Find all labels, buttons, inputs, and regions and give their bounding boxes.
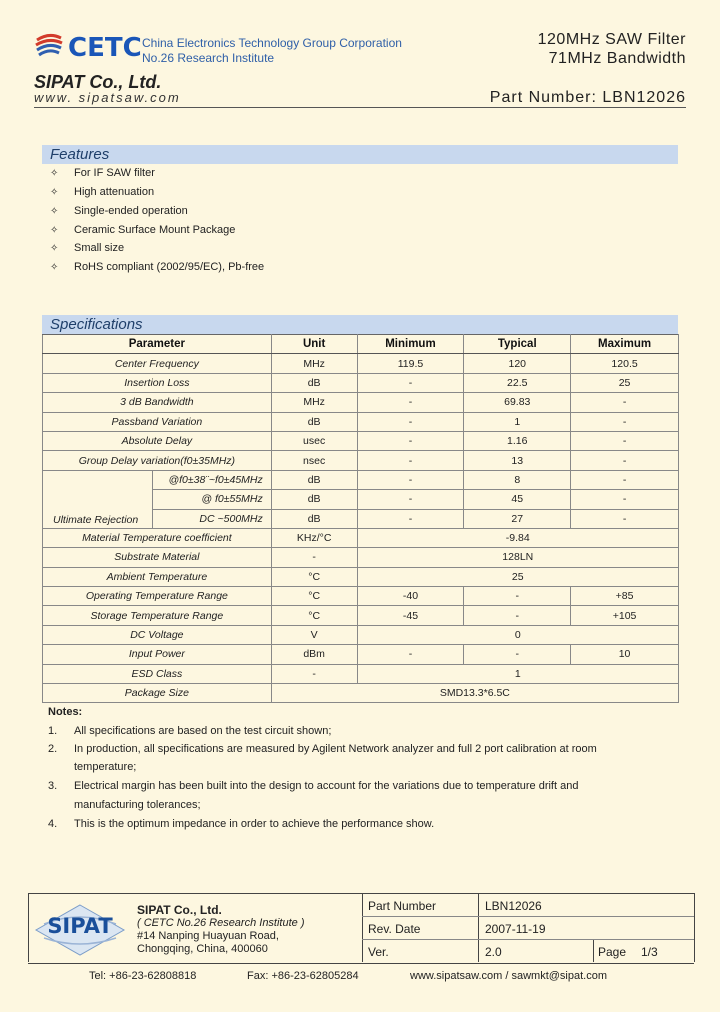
specifications-table (42, 334, 679, 703)
specifications-section-bar (42, 315, 678, 334)
footer-divider (478, 893, 479, 962)
table-row: Group Delay variation(f0±35MHz) nsec - 13 - (43, 451, 679, 470)
note-item: 3. Electrical margin has been built into the design to account for the variations due to temperature drift and (48, 780, 579, 792)
footer-tel: Tel: +86-23-62808818 (89, 970, 197, 982)
footer-divider (694, 893, 695, 962)
footer-fax: Fax: +86-23-62805284 (247, 970, 359, 982)
table-row: DC Voltage V 0 (43, 625, 679, 644)
footer-divider (362, 893, 363, 962)
notes-title: Notes: (48, 706, 83, 718)
header-maximum: Maximum (571, 335, 679, 354)
diamond-bullet-icon: ✧ (50, 225, 59, 236)
footer-version-value: 2.0 (485, 945, 502, 959)
header-unit: Unit (271, 335, 357, 354)
footer-rev-date-label: Rev. Date (368, 922, 421, 936)
table-row: Material Temperature coefficient KHz/°C -9.84 (43, 528, 679, 547)
footer-rev-date-value: 2007-11-19 (485, 922, 546, 936)
cetc-logo-text: CETC (68, 33, 142, 63)
institute-name: No.26 Research Institute (142, 51, 275, 65)
product-title: 120MHz SAW Filter (537, 31, 686, 48)
feature-item: ✧ Single-ended operation (50, 205, 188, 217)
footer-version-label: Ver. (368, 945, 389, 959)
table-row: DC ~500MHz dB - 27 - (43, 509, 679, 528)
feature-item: ✧ Small size (50, 242, 125, 254)
diamond-bullet-icon: ✧ (50, 243, 59, 254)
ultimate-rejection-label: Ultimate Rejection (43, 470, 153, 528)
note-continuation: temperature; (74, 761, 137, 773)
footer-divider (362, 916, 694, 917)
table-row: Input Power dBm - - 10 (43, 645, 679, 664)
footer-address: #14 Nanping Huayuan Road, (137, 930, 279, 942)
product-subtitle: 71MHz Bandwidth (548, 50, 686, 67)
table-row: Ambient Temperature °C 25 (43, 567, 679, 586)
note-item: 1. All specifications are based on the test circuit shown; (48, 725, 332, 737)
footer-divider (28, 893, 29, 962)
table-row: Center Frequency MHz 119.5 120 120.5 (43, 354, 679, 373)
cetc-logo-icon (34, 32, 64, 58)
footer-city: Chongqing, China, 400060 (137, 943, 268, 955)
table-row: ESD Class - 1 (43, 664, 679, 683)
header-typical: Typical (464, 335, 571, 354)
table-header-row (43, 335, 679, 354)
feature-item: ✧ Ceramic Surface Mount Package (50, 224, 236, 236)
header-minimum: Minimum (357, 335, 464, 354)
footer-logo-text: SIPAT (47, 914, 113, 938)
features-title: Features (50, 146, 110, 163)
table-row: Storage Temperature Range °C -45 - +105 (43, 606, 679, 625)
footer-box (28, 893, 694, 964)
corp-name: China Electronics Technology Group Corporation (142, 36, 402, 50)
footer-company: SIPAT Co., Ltd. (137, 903, 222, 917)
note-item: 2. In production, all specifications are measured by Agilent Network analyzer and full 2 port calibration at room (48, 743, 597, 755)
company-name: SIPAT Co., Ltd. (34, 72, 162, 92)
table-row: Operating Temperature Range °C -40 - +85 (43, 587, 679, 606)
feature-item: ✧ RoHS compliant (2002/95/EC), Pb-free (50, 261, 265, 273)
header-divider (34, 107, 686, 108)
header-parameter: Parameter (43, 335, 272, 354)
table-row: Substrate Material - 128LN (43, 548, 679, 567)
note-continuation: manufacturing tolerances; (74, 799, 201, 811)
features-section-bar (42, 145, 678, 164)
table-row: Ultimate Rejection @f0±38¨~f0±45MHz dB - 8 - (43, 470, 679, 489)
note-item: 4. This is the optimum impedance in order to achieve the performance show. (48, 818, 435, 830)
table-row: 3 dB Bandwidth MHz - 69.83 - (43, 393, 679, 412)
website: www. sipatsaw.com (34, 90, 181, 105)
diamond-bullet-icon: ✧ (50, 206, 59, 217)
part-number: Part Number: LBN12026 (489, 89, 686, 106)
table-row: Insertion Loss dB - 22.5 25 (43, 373, 679, 392)
diamond-bullet-icon: ✧ (50, 168, 59, 179)
feature-item: ✧ For IF SAW filter (50, 167, 155, 179)
specifications-title: Specifications (50, 316, 143, 333)
diamond-bullet-icon: ✧ (50, 262, 59, 273)
table-row: @ f0±55MHz dB - 45 - (43, 490, 679, 509)
footer-divider (593, 939, 594, 962)
footer-page-label: Page (598, 945, 627, 959)
footer-part-number-label: Part Number (368, 899, 437, 913)
table-row: Passband Variation dB - 1 - (43, 412, 679, 431)
footer-divider (362, 939, 694, 940)
footer-page-value: 1/3 (641, 945, 658, 959)
footer-institute: ( CETC No.26 Research Institute ) (137, 917, 305, 929)
footer-web-email: www.sipatsaw.com / sawmkt@sipat.com (410, 970, 607, 982)
feature-item: ✧ High attenuation (50, 186, 155, 198)
table-row: Absolute Delay usec - 1.16 - (43, 431, 679, 450)
table-row: Package Size SMD13.3*6.5C (43, 684, 679, 703)
footer-part-number-value: LBN12026 (485, 899, 542, 913)
diamond-bullet-icon: ✧ (50, 187, 59, 198)
